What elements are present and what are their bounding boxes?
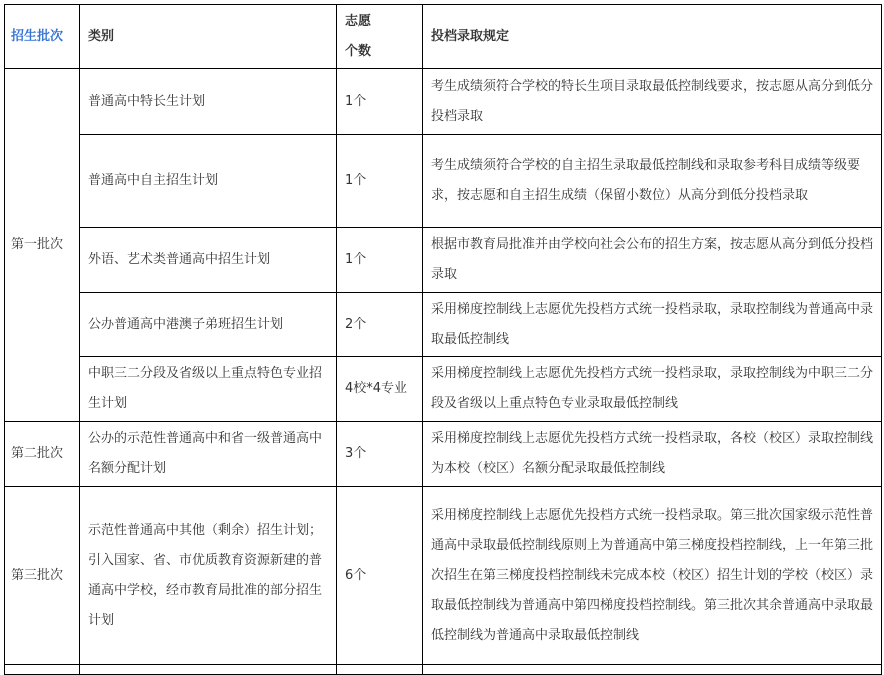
table-row-partial (5, 665, 882, 675)
category-cell: 中职三二分段及省级以上重点特色专业招生计划 (80, 357, 337, 422)
category-cell: 普通高中自主招生计划 (80, 135, 337, 228)
header-category: 类别 (80, 5, 337, 69)
table-row (5, 357, 882, 422)
rule-cell: 采用梯度控制线上志愿优先投档方式统一投档录取，各校（校区）录取控制线为本校（校区）名额分配录取最低控制线 (423, 422, 882, 487)
choices-cell: 1个 (337, 69, 423, 135)
header-batch: 招生批次 (5, 5, 80, 69)
batch-cell-second: 第二批次 (5, 422, 80, 487)
choices-cell: 2个 (337, 293, 423, 357)
header-rule: 投档录取规定 (423, 5, 882, 69)
table-row (5, 69, 882, 135)
batch-cell-third: 第三批次 (5, 487, 80, 665)
table-row (5, 293, 882, 357)
choices-cell: 6个 (337, 487, 423, 665)
table-row (5, 422, 882, 487)
rule-cell: 采用梯度控制线上志愿优先投档方式统一投档录取，录取控制线为普通高中录取最低控制线 (423, 293, 882, 357)
admission-rules-table (4, 4, 882, 675)
header-choices-line1: 志愿 (345, 13, 372, 29)
header-choices-line2: 个数 (345, 43, 372, 59)
rule-cell: 考生成绩须符合学校的特长生项目录取最低控制线要求，按志愿从高分到低分投档录取 (423, 69, 882, 135)
table-row (5, 487, 882, 665)
batch-cell-first: 第一批次 (5, 69, 80, 422)
rule-cell: 考生成绩须符合学校的自主招生录取最低控制线和录取参考科目成绩等级要求，按志愿和自主招生成绩（保留小数位）从高分到低分投档录取 (423, 135, 882, 228)
rule-cell: 根据市教育局批准并由学校向社会公布的招生方案，按志愿从高分到低分投档录取 (423, 228, 882, 293)
rule-cell: 采用梯度控制线上志愿优先投档方式统一投档录取。第三批次国家级示范性普通高中录取最低控制线原则上为普通高中第三梯度投档控制线，上一年第三批次招生在第三梯度投档控制线未完成本校（校区）招生计划的学校（校区）录取最低控制线为普通高中第四梯度投档控制线。第三批次其余普通高中录取最低控制线为普通高中录取最低控制线 (423, 487, 882, 665)
choices-cell: 1个 (337, 135, 423, 228)
rule-cell: 采用梯度控制线上志愿优先投档方式统一投档录取，录取控制线为中职三二分段及省级以上重点特色专业录取最低控制线 (423, 357, 882, 422)
choices-cell: 3个 (337, 422, 423, 487)
choices-cell: 4校*4专业 (337, 357, 423, 422)
category-cell: 公办的示范性普通高中和省一级普通高中名额分配计划 (80, 422, 337, 487)
category-cell: 公办普通高中港澳子弟班招生计划 (80, 293, 337, 357)
table-row (5, 228, 882, 293)
header-choices (337, 5, 423, 69)
category-cell: 普通高中特长生计划 (80, 69, 337, 135)
empty-cell (5, 665, 80, 675)
table-header-row (5, 5, 882, 69)
empty-cell (423, 665, 882, 675)
choices-cell: 1个 (337, 228, 423, 293)
empty-cell (80, 665, 337, 675)
table-row (5, 135, 882, 228)
empty-cell (337, 665, 423, 675)
category-cell: 外语、艺术类普通高中招生计划 (80, 228, 337, 293)
category-cell: 示范性普通高中其他（剩余）招生计划；引入国家、省、市优质教育资源新建的普通高中学校，经市教育局批准的部分招生计划 (80, 487, 337, 665)
